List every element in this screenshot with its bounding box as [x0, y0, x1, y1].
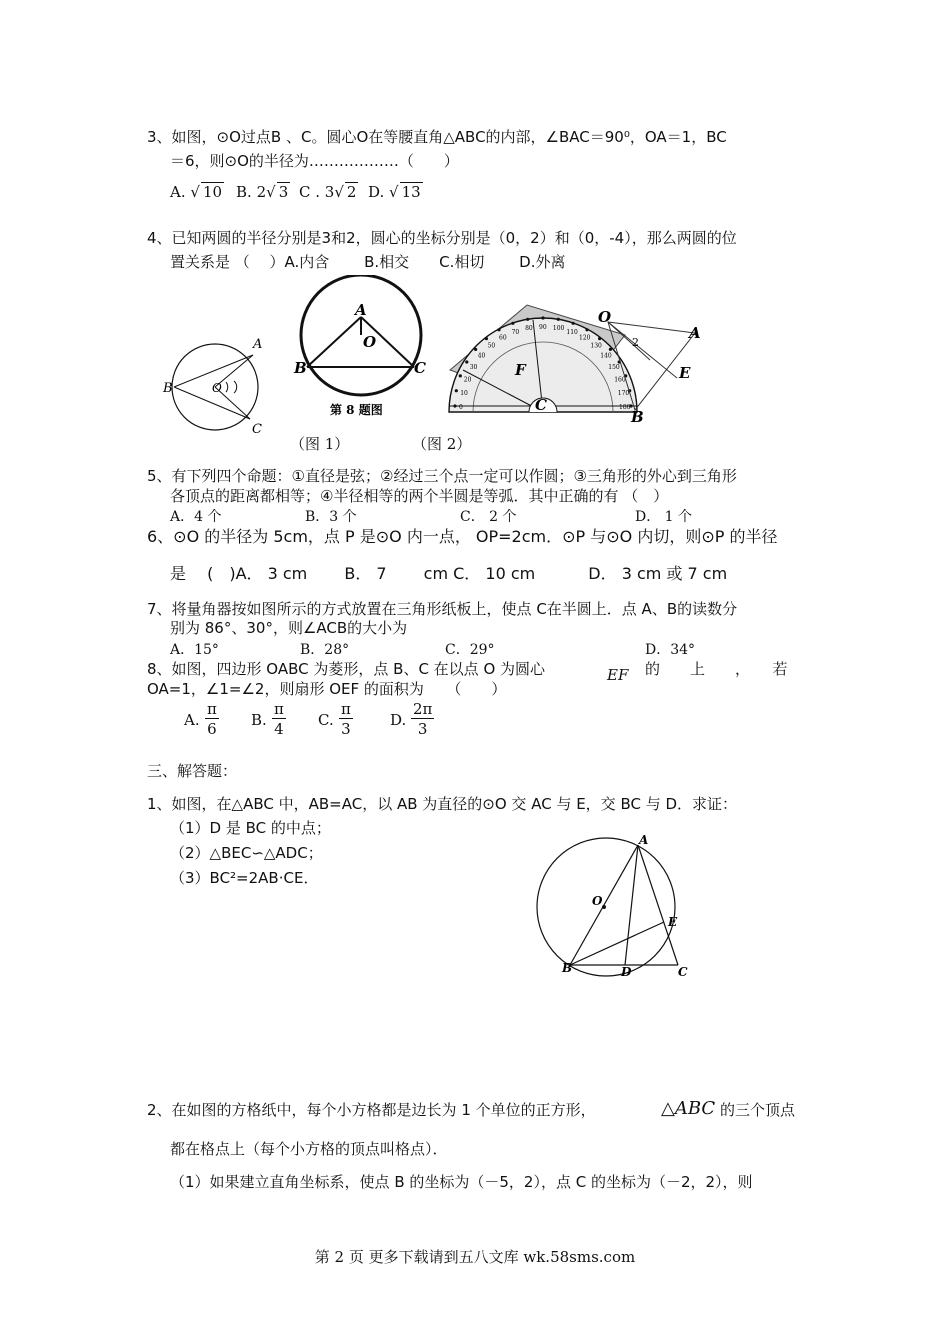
- scale-dot: [585, 328, 588, 331]
- q7-option-a: A．15°: [170, 642, 219, 658]
- scale-label: 50: [487, 342, 496, 350]
- label-b: B: [631, 408, 644, 425]
- scale-dot: [485, 337, 488, 340]
- scale-label: 160: [614, 376, 626, 384]
- scale-dot: [455, 389, 458, 392]
- q6-line1: 6、⊙O 的半径为 5cm，点 P 是⊙O 内一点， OP=2cm．⊙P 与⊙O 内切，则⊙P 的半径: [147, 527, 778, 546]
- scale-label: 30: [469, 364, 478, 371]
- label-c: C: [535, 396, 547, 414]
- s2-triangle-abc: △ABC: [661, 1098, 716, 1119]
- q8-arc-ef: EF: [607, 666, 629, 684]
- q5-line2: 各顶点的距离都相等；④半径相等的两个半圆是等弧．其中正确的有 （ ）: [170, 487, 669, 505]
- label-a: A: [253, 337, 263, 352]
- scale-dot: [526, 318, 529, 321]
- q5-option-b: B．3 个: [305, 509, 357, 525]
- scale-label: 10: [460, 390, 468, 398]
- q3-line1: 3、如图，⊙O过点B 、C。圆心O在等腰直角△ABC的内部，∠BAC＝90⁰，OA＝1，BC: [147, 128, 727, 146]
- scale-label: 70: [511, 328, 520, 336]
- scale-dot: [572, 322, 575, 325]
- q7-line1: 7、将量角器按如图所示的方式放置在三角形纸板上，使点 C在半圆上．点 A、B的读数分: [147, 600, 738, 618]
- s1-part2: （2）△BEC∽△ADC；: [170, 844, 323, 862]
- q8-frac-b: $\frac{\pi}{4}$: [274, 700, 284, 738]
- scale-label: 170: [617, 390, 630, 398]
- label-b: B: [163, 381, 173, 396]
- label-d: D: [621, 965, 632, 979]
- q8-option-a: A.: [184, 711, 200, 729]
- q3-option-c: C . 3√ 2: [299, 183, 357, 201]
- q7-line2: 别为 86°、30°，则∠ACB的大小为: [170, 619, 408, 637]
- s1-part1: （1）D 是 BC 的中点；: [170, 819, 331, 837]
- q5-option-d: D． 1 个: [635, 509, 693, 525]
- s2-line1-start: 2、在如图的方格纸中，每个小方格都是边长为 1 个单位的正方形，: [147, 1101, 596, 1119]
- s2-line2: 都在格点上（每个小方格的顶点叫格点）．: [170, 1140, 448, 1158]
- label-a: A: [689, 324, 701, 342]
- scale-label: 130: [590, 342, 602, 350]
- q8-frac-a: $\frac{\pi}{6}$: [207, 700, 217, 738]
- page-footer: 第 2 页 更多下载请到五八文库 wk.58sms.com: [314, 1248, 636, 1266]
- q4-line2: 置关系是 （ ）A.内含 B.相交 C.相切 D.外离: [170, 253, 566, 271]
- scale-label: 20: [463, 376, 472, 384]
- label-b: B: [562, 961, 573, 975]
- q7-option-b: B．28°: [300, 642, 350, 658]
- q3-option-b: B. 2√ 3: [236, 183, 289, 201]
- q8-option-d: D.: [390, 711, 407, 729]
- scale-dot: [459, 374, 462, 377]
- q3-option-d: D. √ 13: [368, 183, 421, 201]
- s2-line3: （1）如果建立直角坐标系，使点 B 的坐标为（－5，2），点 C 的坐标为（－2，2），则: [170, 1173, 753, 1191]
- scale-dot: [497, 328, 500, 331]
- label-a: A: [639, 833, 649, 847]
- q3-line2: ＝6，则⊙O的半径为………………（ ）: [170, 152, 459, 170]
- label-a: A: [355, 301, 367, 319]
- scale-label: 60: [499, 334, 507, 342]
- scale-dot: [465, 360, 468, 363]
- scale-label: 100: [552, 325, 565, 333]
- label-o: O: [598, 308, 612, 326]
- q3-option-a: A. √ 10: [170, 183, 223, 201]
- scale-label: 40: [477, 352, 486, 360]
- scale-dot: [474, 348, 477, 351]
- scale-label: 0: [459, 404, 463, 411]
- q5-line1: 5、有下列四个命题：①直径是弦；②经过三个点一定可以作圆；③三角形的外心到三角形: [147, 467, 737, 485]
- label-f: F: [515, 361, 526, 379]
- q8-option-b: B.: [251, 711, 267, 729]
- figure-caption-8: 第 8 题图: [330, 403, 383, 417]
- section-title: 三、解答题：: [147, 762, 238, 780]
- figure-protractor: [445, 300, 710, 425]
- label-b: B: [294, 359, 307, 377]
- q4-line1: 4、已知两圆的半径分别是3和2，圆心的坐标分别是（0，2）和（0，-4），那么两圆的位: [147, 229, 737, 247]
- q6-line2: 是 ( )A． 3 cm B． 7 cm C． 10 cm D． 3 cm 或 7 cm: [170, 564, 728, 583]
- scale-dot: [609, 348, 612, 351]
- label-e: E: [679, 364, 691, 382]
- scale-dot: [557, 318, 560, 321]
- scale-dot: [541, 316, 544, 319]
- q8-option-c: C.: [318, 711, 334, 729]
- scale-dot: [598, 337, 601, 340]
- label-2: 2: [632, 336, 639, 349]
- q8-frac-c: $\frac{\pi}{3}$: [341, 700, 351, 738]
- label-e: E: [668, 915, 678, 929]
- label-o: O: [592, 894, 603, 908]
- q5-option-a: A．4 个: [170, 509, 222, 525]
- s1-part3: （3）BC²=2AB·CE．: [170, 869, 319, 887]
- q7-option-d: D．34°: [645, 642, 696, 658]
- figure-circle-2: [290, 275, 435, 420]
- scale-label: 150: [608, 364, 620, 371]
- scale-label: 90: [539, 324, 547, 331]
- scale-label: 110: [566, 328, 578, 336]
- q8-line1-end: 的 上 ， 若: [645, 660, 788, 678]
- label-c: C: [678, 965, 688, 979]
- scale-dot: [511, 322, 514, 325]
- scale-label: 80: [525, 325, 533, 333]
- s1-line1: 1、如图，在△ABC 中，AB=AC，以 AB 为直径的⊙O 交 AC 与 E，交 BC 与 D．求证：: [147, 795, 738, 813]
- label-c: C: [252, 422, 262, 437]
- scale-label: 140: [600, 352, 612, 360]
- figure-circle-1: [160, 330, 275, 440]
- scale-label: 120: [579, 334, 591, 342]
- q5-option-c: C． 2 个: [460, 509, 517, 525]
- q8-line1-start: 8、如图，四边形 OABC 为菱形，点 B、C 在以点 O 为圆心: [147, 660, 546, 678]
- scale-label: 180: [619, 404, 631, 411]
- figure-solution-1: [530, 825, 700, 985]
- label-o: O: [363, 333, 377, 351]
- scale-dot: [453, 404, 456, 407]
- q7-option-c: C．29°: [445, 642, 495, 658]
- q8-frac-d: $\frac{2\pi}{3}$: [413, 700, 433, 738]
- figure-caption-1: （图 1）: [290, 435, 350, 453]
- q8-line2: OA=1，∠1=∠2，则扇形 OEF 的面积为 （ ）: [147, 680, 507, 698]
- figure-caption-2: （图 2）: [412, 435, 472, 453]
- label-c: C: [414, 359, 426, 377]
- label-o: O: [212, 381, 222, 395]
- s2-line1-end: 的三个顶点: [720, 1101, 796, 1119]
